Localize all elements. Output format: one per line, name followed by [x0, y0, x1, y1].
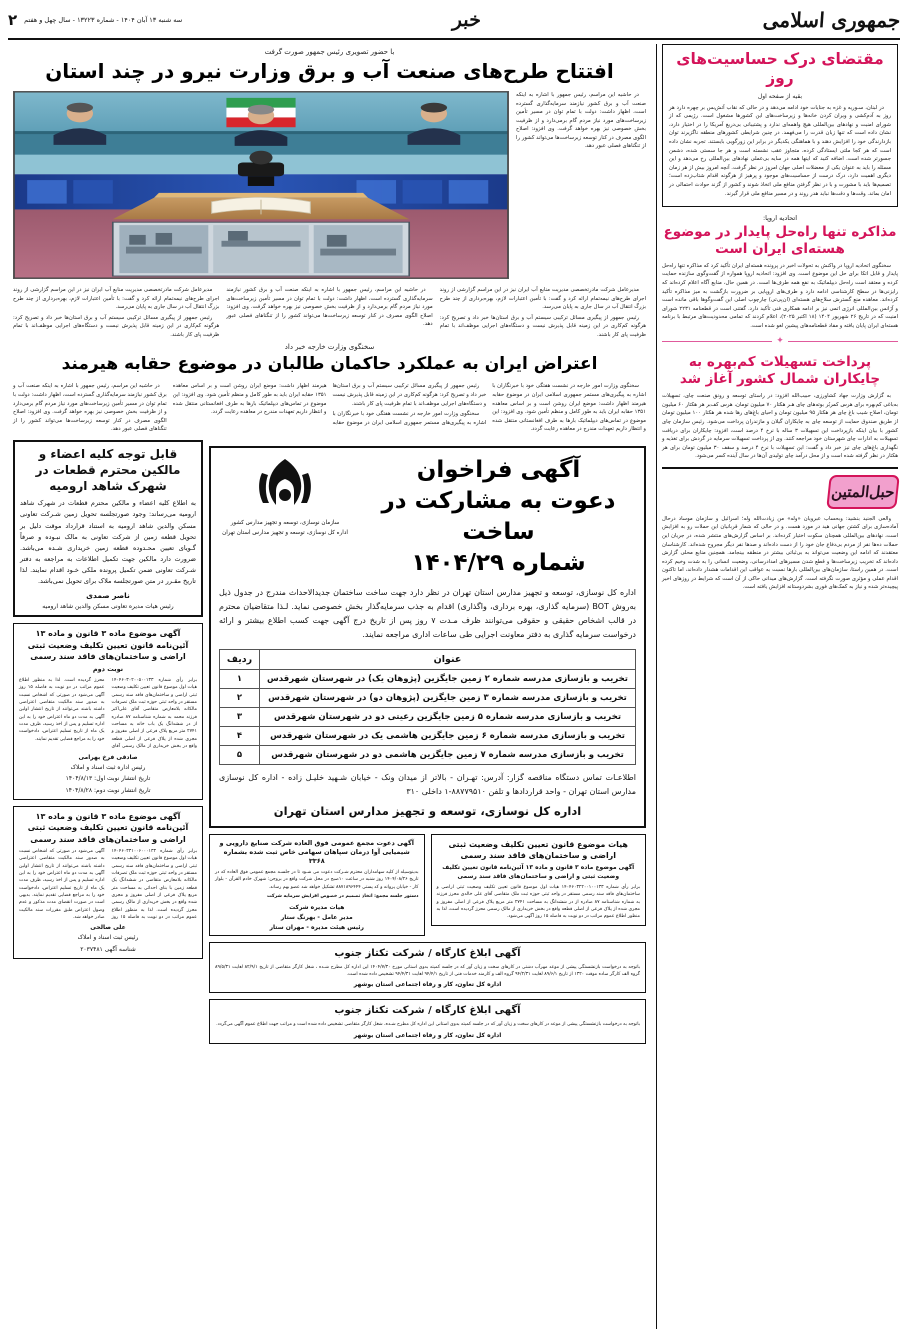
religious-column — [662, 475, 898, 592]
dateline: سه شنبه ۱۳ آبان ۱۴۰۴ - شماره ۱۳۲۲۳ - سال چهل و هفتم — [24, 16, 183, 24]
row-title: تخریب و بازسازی مدرسه شماره ۳ زمین جایگزین (پژوهان دو) در شهرستان شهرقدس — [260, 689, 636, 708]
small-ad-2-body: باتوجه به درخواست بازنشستگی پیشی از موعد مهرآب دشتی در کارهای سخت و زیان آور که در جلسه کمیته بدوی استانی مورخ ۱۴۰۴/۷/۳۰ این اداره کل مطرح شـده ، شغل کارگر متقاضی از تاریخ ۸۲/۹/۱ لغایت ۸۹/۵/۳۱ گروه الف کارگر ساده موقت ۱۳۲۰ از تاریخ ۸۹/۶/۱ لغایت ۹۴/۲/۳۱ گروه الف و کارمند خدمات فنی از تاریخ ۹۴/۴/۱ لغایت ۹۴/۴/۳۱ تشخیص داده شده است. — [215, 964, 640, 977]
masthead-rule — [8, 38, 900, 40]
small-ad-1-sign-1: هیات مدیره شرکت — [289, 903, 345, 911]
second-body-3: سخنگوی وزارت امور خارجه در نشست هفتگی خود با خبرنگاران با اشاره به پیگیری‌های مستمر جمهوری اسلامی ایران در موضوع حقابه هیرمند اظهار داشت: موضع ایران روشن است و بر اساس معاهده ۱۳۵۱ حقابه ایران باید به طور کامل و منظم تأمین شود. وی افزود: این موضوع در تماس‌های دیپلماتیک بارها به طرف افغانستانی منتقل شده و انتظار داریم تعهدات مندرج در معاهده رعایت گردد. — [172, 383, 487, 426]
masthead — [0, 0, 908, 38]
legal-ad-1-title: آگهی موضوع ماده ۳ قانون و ماده ۱۳ آئین‌نامه قانون تعیین تکلیف وضعیت ثبتی اراضی و ساختمان‌های فاقد سند رسمی — [27, 629, 189, 661]
shahed-ad-body: به اطلاع کلیه اعضاء و مالکین محترم قطعات در شهرک شاهد ارومیه می‌رساند: وجود صورتجلسه تحویل زمین شـرکت تعاونی مسکن والدین شاهد ارومیه به استناد قرارداد موقت دلیل بر تحویل قطعه زمین از شرکت تعاونی به مالک نبـوده و صرفاً گـویای تعیین محـدوده قطعه زمین خریداری شـده می‌باشد. ضرورت دارد مالکین جهت تکمیل اطلاعات به مراجعه به دفتر شـرکت تعاونی ضمن تکمیل پرونده ملکی خـود اقدام نمایند. لذا تاریخ مقـرر در متن صورتجلسه ملاک برای تحویل نمی‌باشد. — [20, 499, 196, 585]
table-row — [220, 670, 636, 689]
notices-column — [13, 440, 203, 966]
nuclear-title: مذاکره تنها راه‌حل پایدار در موضوع هسته‌ای ایران است — [663, 224, 897, 257]
main-ad-title-2: دعوت به مشارکت در ساخت — [381, 487, 616, 545]
legal-ad-1-signer-title: رئیس اداره ثبت اسناد و املاک — [70, 763, 146, 771]
row-index: ۲ — [220, 689, 260, 708]
section-name: خبر — [452, 9, 483, 31]
legal-ad-1-body: برابر رأی شماره ۱۴۰۴۶۰۳۰۲۰۰۵۰۰۱۳۳ هیات اول موضوع قانون تعیین تکلیف وضعیت ثبتی اراضی و ساختمان‌های فاقد سند رسمی مستقر در واحد ثبتی حوزه ثبت ملک تصرفات مالکانه بلامعارض متقاضی آقای علی‌اکبر فرزند محمد به شماره شناسنامه ۸۷ صادره از در ششدانگ یک باب خانه به مساحت ۲۷۴۱ متر مربع پلاک فرعی از اصلی مفروز و مجزی شده از پلاک فرعی از اصلی قطعه واقع در بخش خریداری از مالک رسمی آقای محرز گردیده است. لذا به منظور اطلاع عموم مراتب در دو نوبت به فاصله ۱۵ روز آگهی می‌شود در صورتی که اشخاص نسبت به صدور سند مالکیت متقاضی اعتراضی داشته باشند می‌توانند از تاریخ انتشار اولین آگهی به مدت دو ماه اعتراض خود را به این اداره تسلیم و پس از اخذ رسید، ظرف مدت یک ماه از تاریخ تسلیم اعتراض، دادخواست خود را به مراجع قضایی تقدیم نمایند. — [19, 678, 197, 750]
table-row — [220, 746, 636, 765]
table-row — [220, 727, 636, 746]
tea-story — [662, 354, 898, 460]
main-ad-signature: اداره کل نوسازی، توسعه و تجهیز مدارس استان تهران — [273, 803, 582, 818]
main-ad-head — [219, 455, 636, 579]
flower-icon: ✦ — [776, 336, 784, 347]
page-grid — [0, 44, 908, 1329]
small-ad-1-body: بدینوسیله از کلیه سهامداران محترم شـرکت دعوت می شـود تا در جلسـه مجمع عمومی فوق العاده که در تاریخ ۱۴۰۴/۰۸/۲۶ روز شنبه در ساعت ۱۰صبح در محل شرکت واقع در بروجن: شهرک خادم القرآن - بلوار کار - خیابان پروانه و کد پستی ۸۸۷۱۸۹۶۴۴۴ تشکیل خواهد شد عضو بهم رساند. — [215, 870, 419, 890]
ads-area — [13, 440, 646, 1050]
lead-body-columns — [13, 286, 646, 339]
tea-title: پرداخت تسهیلات کم‌بهره به چایکاران شمال کشور آغاز شد — [679, 354, 881, 388]
lead-body-3: رئیس جمهور از پیگیری مسائل ترکیبی سیستم آب و برق استان‌ها خبر داد و تصریح کرد: هرگونه کم‌کاری در این زمینه قابل پذیرش نیست و دستگاه‌های اجرایی موظف‌اند با تمام ظرفیت پای کار باشند. — [439, 314, 646, 338]
lead-top-block — [13, 91, 646, 283]
shahed-ad-signer-name: ناصر صمدی — [86, 590, 130, 600]
small-ads-row — [209, 834, 646, 942]
legal-ad-2-signer-title: رئیس ثبت اسناد و املاک — [77, 934, 139, 942]
table-row — [220, 689, 636, 708]
row-title: تخریب و بازسازی مدرسه شماره ۲ زمین جایگزین (پژوهان یک) در شهرستان شهرقدس — [260, 670, 636, 689]
main-ad-title-3: شماره ۱۴۰۴/۲۹ — [411, 550, 586, 577]
lead-story — [13, 48, 646, 339]
nuclear-body — [662, 262, 898, 331]
row-title: تخریب و بازسازی مدرسه شماره ۶ زمین جایگزین هاشمی یک در شهرستان شهرقدس — [260, 727, 636, 746]
editorial-continued: بقیه از صفحه اول — [757, 92, 803, 100]
main-ad-table — [219, 649, 636, 765]
second-headline: اعتراض ایران به عملکرد حاکمان طالبان در موضوع حقابه هیرمند — [61, 354, 598, 375]
nuclear-story — [662, 214, 898, 330]
row-index: ۳ — [220, 708, 260, 727]
lead-body-4: در حاشیه این مراسم، رئیس جمهور با اشاره به اینکه صنعت آب و برق کشور نیازمند سرمایه‌گذاری گسترده است، اظهار داشت: دولت با تمام توان در مسیر تأمین زیرساخت‌های مورد نیاز مردم گام برمی‌دارد و از ظرفیت بخش خصوصی نیز بهره خواهد گرفت. وی افزود: اصلاح الگوی مصرف در کنار توسعه زیرساخت‌ها می‌تواند کشور را از تنگناهای فصلی عبور دهد. — [226, 287, 433, 328]
legal-ad-3-subtitle: آگهی موضوع ماده ۳ قانون و ماده ۱۳ آئین‌نامه قانون تعیین تکلیف وضعیت ثبتی و اراضی و ساختمان‌های فاقد سند رسمی — [442, 864, 635, 880]
divider-line-left — [662, 341, 772, 342]
small-ad-2-sign: اداره کل تعاون، کار و رفاه اجتماعی استان بوشهر — [353, 981, 502, 989]
paper-name: جمهوری اسلامی — [761, 8, 901, 32]
page-number: ۲ — [8, 11, 18, 29]
org-logo-block — [219, 455, 351, 540]
row-title: تخریب و بازسازی مدرسه شماره ۷ زمین جایگزین هاشمی دو در شهرستان شهرقدس — [260, 746, 636, 765]
right-column — [662, 44, 900, 1329]
legal-ad-2 — [13, 806, 203, 959]
lead-kicker: با حضور تصویری رئیس جمهور صورت گرفت — [264, 48, 395, 56]
small-ad-3-body: باتوجه به درخواست بازنشستگی پیشی از موعد در کارهای سخت و زیان آور که در جلسه کمیته بدوی استانی این اداره کل مطرح شـده، شغل کارگر متقاضی تشخیص داده شده است و مراتب جهت اطلاع عموم آگهی می‌گردد. — [216, 1022, 640, 1028]
legal-ad-3 — [431, 834, 647, 926]
small-ad-1-agenda: دستور جلسه مجمع: اتخاذ تصمیم در خصوص افزایش سرمایه شرکت — [266, 894, 419, 900]
lead-body-1: در حاشیه این مراسم، رئیس جمهور با اشاره به اینکه صنعت آب و برق کشور نیازمند سرمایه‌گذاری گسترده است، اظهار داشت: دولت با تمام توان در مسیر تأمین زیرساخت‌های مورد نیاز مردم گام برمی‌دارد و از ظرفیت بخش خصوصی نیز بهره خواهد گرفت. وی افزود: اصلاح الگوی مصرف در کنار توسعه زیرساخت‌ها می‌تواند کشور را از تنگناهای فصلی عبور دهد. — [516, 92, 646, 150]
table-row — [220, 708, 636, 727]
editorial-box — [662, 44, 898, 207]
second-body-1: سخنگوی وزارت امور خارجه در نشست هفتگی خود با خبرنگاران با اشاره به پیگیری‌های مستمر جمهوری اسلامی ایران در موضوع حقابه هیرمند اظهار داشت: موضع ایران روشن است و بر اساس معاهده ۱۳۵۱ حقابه ایران باید به طور کامل و منظم تأمین شود. وی افزود: این موضوع در تماس‌های دیپلماتیک بارها به طرف افغانستانی منتقل شده و انتظار داریم تعهدات مندرج در معاهده رعایت گردد. — [492, 383, 646, 433]
masthead-dateline-group — [8, 11, 182, 29]
main-ad-intro: اداره کل نوسازی، توسعه و تجهیز مدارس استان تهران در نظر دارد جهت ساخت ساختمان جدیدالاحداث مندرج در جدول ذیل به‌روش BOT (سرمایه گذاری، بهره برداری، واگذاری) اقدام به جذب سرمایه‌گذار بخش خصوصی نماید. لـذا متقاضیان محترم در قالب اشخاص حقیقی و حقوقی می‌توانند ظرف مـدت ۷ روز پس از تاریخ درج آگهی جهت کسب اطلاع بیشتر و ارائه درخواست سرمایه گذاری به دفتر معاونت اجرایی طی ساعات اداری مراجعه نمایند. — [219, 588, 637, 640]
small-ad-1-sign-2: مدیر عامل - بهرنگ ستار — [280, 913, 353, 921]
small-ad-right-stack — [209, 834, 425, 942]
lead-photo-wrap — [13, 91, 509, 279]
main-ad-title-1: آگهی فراخوان — [416, 456, 581, 483]
shahed-ad — [13, 440, 203, 618]
small-ad-3-title: آگهی ابلاغ کارگاه / شرکت تکتاز جنوب — [334, 1005, 521, 1017]
small-ad-1-sign-3: رئیس هیئت مدیره - مهران ستار — [269, 923, 364, 931]
nuclear-body-text: سخنگوی اتحادیه اروپا در واکنش به تحولات اخیر در پرونده هسته‌ای ایران تأکید کرد که مذاکره تنها راه‌حل پایدار و قابل اتکا برای حل این موضوع است. وی افزود: اتحادیه اروپا همواره از گفت‌وگوی سازنده حمایت کرده و معتقد است راه‌حل دیپلماتیک به نفع همه طرف‌ها است. در همین حال، منابع آگاه اعلام کرده‌اند که رایزنی‌ها در سطح کارشناسی ادامه دارد و طرف‌های اروپایی بر ضرورت بازگشت به میز مذاکره تأکید کرده‌اند. معاهده منع گسترش سلاح‌های هسته‌ای (ان‌پی‌تی) چارچوب اصلی این گفت‌وگوها باقی مانده است و آژانس بین‌المللی انرژی اتمی نیز بر ادامه همکاری فنی تأکید دارد. گفتنی است در قطعنامه ۲۲۳۱ شورای امنیت که در تاریخ ۲۶ شهریور ۱۴۰۴ (۱۸ اکتبر ۲۰۲۵)، اعلام کردند که تمامی محدودیت‌های مرتبط با برنامه هسته‌ای ایران پایان یافته و مفاد قطعنامه‌های پیشین لغو شده است. — [662, 262, 898, 329]
org-logo-caption-1: سازمان نوسازی، توسعه و تجهیز مدارس کشور — [230, 519, 340, 526]
school-org-logo-icon — [254, 457, 316, 513]
legal-ad-1 — [13, 623, 203, 800]
editorial-body-text: در لبنان، سـوریه و غزه به جنایات خود ادامه می‌دهد و در حالی که نقاب آتش‌بس بر چهره دارد هر روز به آدم‌کشی و ویران کردن خانه‌ها و زیرساخت‌های این کشورها مشغول است. رژیمی که از شورای امنیت و نهادهای بین‌المللی هیچ واهمه‌ای ندارد و پشتیبانی بی‌دریغ آمریکا را در اختیار دارد، نشان داده است که تنها زبان قدرت را می‌فهمد. در چنین شرایطی کشورهای منطقه ناگزیرند توان بازدارندگی خود را افزایش دهند و با هماهنگی یکدیگر در برابر این زورگویی بایستند. تجربه نشان داده است که هر کجا ملتی ایستادگی کرده، متجاوز عقب نشسته است و هر جا سستی شده، دشمن جسورتر شده است. اضافه کنید که اینها همه در سایه بی‌عملی نهادهای بین‌المللی رخ می‌دهد و این مسئله را باید به عنوان یکی از معضلات اصلی جهان امروز در نظر گرفت. آنچه امروز بیش از هر زمان دیگری اهمیت دارد، درک درست از حساسیت‌های موجود و پرهیز از هرگونه اقدام شتاب‌زده است؛ تصمیم‌ها باید با مشورت و با در نظر گرفتن منافع ملی اتخاذ شوند و کشور از گزند حوادث احتمالی در امان بماند. وقت‌ها و دقت‌ها نباید هدر روند و در مسیر منافع ملی قرار گیرند. — [669, 104, 891, 197]
lead-body-2: مدیرعامل شرکت مادرتخصصی مدیریت منابع آب ایران نیز در این مراسم گزارشی از روند اجرای طرح‌های نیمه‌تمام ارائه کرد و گفت: با تأمین اعتبارات لازم، بهره‌برداری از چند طرح بزرگ انتقال آب در سال جاری به پایان می‌رسد. — [439, 287, 646, 311]
legal-ad-1-signer: صادقی فرخ بهرامی — [78, 753, 138, 761]
religious-body-text: والعی الجنید بنشید: وبحساب عبرویان «وله» من زیادت‌الله وله؛ اسرائیل و سازمان موساد درحال آماده‌سازی برای کشتن جهانی هید در مورد هست. و در حالی که شمار قربانیان این حملات رو به افزایش است، نهادهای بین‌المللی همچنان سکوت اختیار کرده‌اند. بر اساس گزارش‌های منتشر شده، در جریان این حملات ده‌ها نفر از مردم بی‌دفاع جان خود را از دست داده‌اند و صدها نفر دیگر مجروح شده‌اند. کارشناسان معتقدند که ادامه این وضعیت می‌تواند به بی‌ثباتی بیشتر در منطقه بینجامد. همچنین منابع محلی گزارش داده‌اند که تخریب زیرساخت‌ها و قطع شدن مسیرهای امدادرسانی، وضعیت انسانی را به شدت وخیم کرده است. در همین راستا، سازمان‌های بین‌المللی بارها نسبت به عواقب این اقدامات هشدار داده‌اند، اما تاکنون اقدام عملی و مؤثری صورت نگرفته است. گزارش‌های میدانی حاکی از آن است که شرایط در روزهای اخیر پیچیده‌تر شده و نیاز به کمک‌های فوری بشردوستانه افزایش یافته است. — [662, 515, 898, 591]
row-index: ۴ — [220, 727, 260, 746]
nuclear-overline: اتحادیه اروپا: — [762, 214, 798, 223]
second-body-columns — [13, 382, 646, 433]
second-story — [13, 343, 646, 433]
legal-ad-2-signer: علی صالحی — [90, 924, 126, 932]
tea-body — [662, 392, 898, 461]
legal-ad-3-title: هیات موضوع قانون تعیین تکلیف وضعیت ثبتی اراضی و ساختمان‌های فاقد سند رسمی — [448, 839, 628, 861]
small-ad-1-title: آگهی دعوت مجمع عمومی فوق العاده شرکت صنایع دارویی و شیمیایی آوا درمان سپاهان سهامی خاص ثبت شده بشماره ۳۳۶۸ — [219, 838, 414, 866]
main-ad-box — [209, 446, 646, 828]
legal-ad-1-subtitle: نوبت دوم — [92, 664, 124, 673]
small-ad-2 — [209, 942, 646, 994]
main-column — [8, 44, 651, 1329]
religious-body — [662, 515, 898, 592]
legal-ad-3-body: برابر رأی شماره ۱۴۰۴۶۰۳۲۲۰۰۱۰۰۱۳۳ هیات اول موضوع قانون تعیین تکلیف وضعیت ثبتی اراضی و ساختمان‌های فاقد سند رسمی مستقر در واحد ثبتی حوزه ثبت ملک متقاضی آقای علی خالدی محرز فرزند به شماره شناسنامه ۸۷ صادره از در ششدانگ به مساحت ۲۷۴۱ متر مربع پلاک فرعی از اصلی مفروز و مجزی شده از پلاک فرعی از اصلی قطعه واقع در بخش خریداری از مالک رسمی محرز گردیده است، لذا به منظور اطلاع عموم مراتب در دو نوبت به فاصله ۱۵ روز آگهی می‌شود. — [436, 885, 641, 920]
second-body-4: در حاشیه این مراسم، رئیس جمهور با اشاره به اینکه صنعت آب و برق کشور نیازمند سرمایه‌گذاری گسترده است، اظهار داشت: دولت با تمام توان در مسیر تأمین زیرساخت‌های مورد نیاز مردم گام برمی‌دارد و از ظرفیت بخش خصوصی نیز بهره خواهد گرفت. وی افزود: اصلاح الگوی مصرف در کنار توسعه زیرساخت‌ها می‌تواند کشور را از تنگناهای فصلی عبور دهد. — [13, 383, 167, 433]
table-header-row — [220, 650, 636, 670]
col-header-title: عنوان — [260, 650, 636, 670]
lead-side-col-left — [516, 91, 646, 153]
small-ad-1 — [209, 834, 425, 936]
small-ad-2-title: آگهی ابلاغ کارگاه / شرکت تکتاز جنوب — [334, 947, 521, 959]
column-divider-1 — [656, 44, 657, 1329]
hablolmatin-badge: حبل‌المتین — [826, 475, 900, 509]
lead-photo — [13, 91, 509, 279]
main-ad-column — [209, 440, 646, 1050]
lead-headline: افتتاح طرح‌های صنعت آب و برق وزارت نیرو در چند استان — [45, 59, 614, 83]
lead-body-5: مدیرعامل شرکت مادرتخصصی مدیریت منابع آب ایران نیز در این مراسم گزارشی از روند اجرای طرح‌های نیمه‌تمام ارائه کرد و گفت: با تأمین اعتبارات لازم، بهره‌برداری از چند طرح بزرگ انتقال آب در سال جاری به پایان می‌رسد. — [13, 287, 220, 311]
small-ad-3 — [209, 999, 646, 1043]
legal-ad-1-date-2: تاریخ انتشار نوبت دوم: ۱۴۰۴/۸/۲۸ — [65, 786, 151, 794]
main-ad-titles — [361, 455, 636, 579]
shahed-ad-title: قابل توجه کلیه اعضاء و مالکین محترم قطعات در شهرک شاهد ارومیه — [35, 446, 181, 494]
editorial-body — [669, 104, 891, 198]
col-header-index: ردیف — [220, 650, 260, 670]
small-ad-3-sign: اداره کل تعاون، کار و رفاه اجتماعی استان بوشهر — [353, 1031, 502, 1039]
tea-body-text: به گزارش وزارت جهاد کشاورزی، حبیب‌الله افزود: در راستای توسعه و رونق صنعت چای، تسهیلات به‌باغی کم‌بهره برای هرس کمربُر بوته‌های چای هـر هکتار ۷۰ میلیون تومان، هرس کف‌بر هر هکتار ۶۰ میلیون تومان، اصلاح شیب باغ چای هر هکتار ۹۵ میلیون تومان و احیای باغ‌های رها شده هر هکتار ۱۰۰ میلیون تومان از طریق صندوق حمایت از توسعه چای به چایکاران گیلان و مازندران پرداخت می‌شود. رئیس سازمان چای کشور با بیان اینکه بازپرداخت این تسهیلات ۳ ساله با نرخ ۴ درصد است، افزود: چایکاران برای دریافت تسهیلات به ادارات چای شهرستان خود مراجعه کنند. وی از پرداخت تسهیلات سرمایه در گردش برای تغذیه و نگهداری باغ‌های چای نیز خبر داد و گفت: این تسهیلات با نرخ ۴ درصد و سقف ۳۰ میلیون تومان برای هر هکتار در نظر گرفته شده است و از محل درآمد چای تولیدی آن‌ها در سال آینده کسر می‌شود. — [662, 393, 898, 460]
legal-ad-1-date-1: تاریخ انتشار نوبت اول: ۱۴۰۴/۸/۱۳ — [65, 775, 151, 783]
second-body-2: رئیس جمهور از پیگیری مسائل ترکیبی سیستم آب و برق استان‌ها خبر داد و تصریح کرد: هرگونه کم‌کاری در این زمینه قابل پذیرش نیست و دستگاه‌های اجرایی موظف‌اند با تمام ظرفیت پای کار باشند. — [332, 383, 487, 407]
lead-body-6: رئیس جمهور از پیگیری مسائل ترکیبی سیستم آب و برق استان‌ها خبر داد و تصریح کرد: هرگونه کم‌کاری در این زمینه قابل پذیرش نیست و دستگاه‌های اجرایی موظف‌اند با تمام ظرفیت پای کار باشند. — [13, 314, 220, 338]
org-logo-caption-2: اداره کل نوسازی، توسعه و تجهیز مدارس استان تهران — [222, 530, 348, 537]
legal-ad-2-date-1: شناسه آگهی ۲۰۳۷۴۸۱ — [80, 945, 136, 953]
row-index: ۱ — [220, 670, 260, 689]
row-index: ۵ — [220, 746, 260, 765]
shahed-ad-signer-title: رئیس هیات مدیره تعاونی مسکن والدین شاهد ارومیه — [42, 602, 174, 610]
rule-above-religious — [662, 467, 898, 469]
second-kicker: سخنگوی وزارت خارجه خبر داد — [284, 343, 375, 352]
divider-line-right — [788, 341, 898, 342]
small-ad-left-stack — [431, 834, 647, 942]
main-ad-contact: اطلاعـات تماس دستگاه مناقصه گزار: آدرس: تهـران - بالاتر از میدان ونک - خیابان شـهید خلیـل زاده - اداره کل نوسازی مدارس استان تهران - واحد قراردادها و تلفن ۸۸۷۷۹۵۱۰-۱ داخلی ۳۱۰ — [219, 773, 636, 797]
decorative-divider — [662, 337, 898, 346]
editorial-title: مقتضای درک حساسیت‌های روز — [676, 50, 884, 88]
legal-ad-2-body: برابر رأی شماره ۱۴۰۴۶۰۳۳۱۰۰۶۰۰۰۱۳۳ هیات اول موضوع قانون تعیین تکلیف وضعیت ثبتی اراضی و ساختمان‌های فاقد سند رسمی مستقر در واحد ثبتی حوزه ثبت ملک تصرفات مالکانه بلامعارض متقاضی در ششدانگ یک قطعه زمین با بنای احداثی به مساحت متر مربع پلاک فرعی از اصلی مفروز و مجزی شده واقع در بخش خریداری از مالک رسمی محرز گردیده است. لذا به منظور اطلاع عموم مراتب در دو نوبت به فاصله ۱۵ روز آگهی می‌شود در صورتی که اشخاص نسبت به صدور سند مالکیت متقاضی اعتراضی داشته باشند می‌توانند از تاریخ انتشار اولین آگهی به مدت دو ماه اعتراض خود را به این اداره تسلیم و پس از اخذ رسید، ظرف مدت یک ماه از تاریخ تسلیم اعتراض، دادخواست خود را به مراجع قضایی تقدیم نمایند. بدیهی است در صورت انقضای مدت مذکور و عدم وصول اعتراض طبق مقررات سند مالکیت صادر خواهد شد. — [19, 848, 197, 920]
row-title: تخریب و بازسازی مدرسه شماره ۵ زمین جایگزین رعیتی دو در شهرستان شهرقدس — [260, 708, 636, 727]
legal-ad-2-title: آگهی موضوع ماده ۳ قانون و ماده ۱۳ آئین‌نامه قانون تعیین تکلیف وضعیت ثبتی اراضی و ساختمان‌های فاقد سند رسمی — [27, 812, 189, 844]
